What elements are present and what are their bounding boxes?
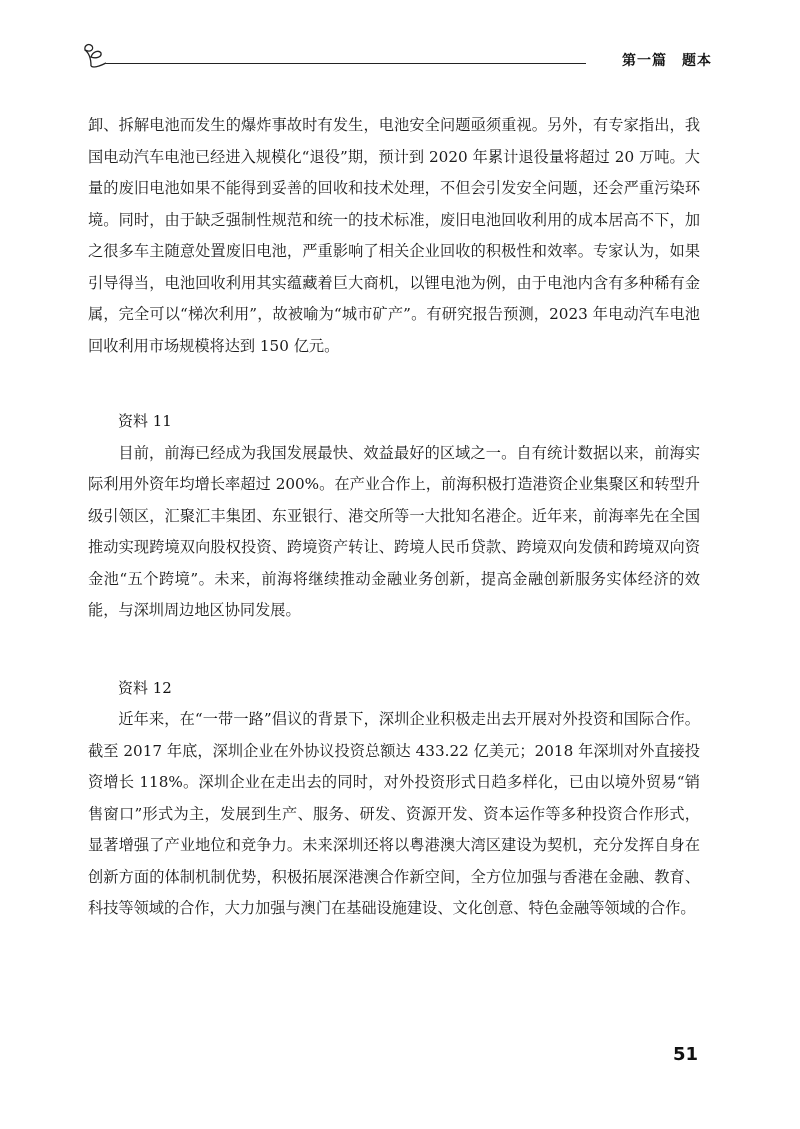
page-number: 51	[672, 1044, 698, 1065]
section-12-text: 近年来，在“一带一路”倡议的背景下，深圳企业积极走出去开展对外投资和国际合作。截至 2017 年底，深圳企业在外协议投资总额达 433.22 亿美元；2018 年深圳对外直接投资增长 118%。深圳企业在走出去的同时，对外投资形式日趋多样化，已由以境外贸易“销售窗口”形式为主，发展到生产、服务、研发、资源开发、资本运作等多种投资合作形式，显著增强了产业地位和竞争力。未来深圳还将以粤港澳大湾区建设为契机，充分发挥自身在创新方面的体制机制优势，积极拓展深港澳合作新空间，全方位加强与香港在金融、教育、科技等领域的合作，大力加强与澳门在基础设施建设、文化创意、特色金融等领域的合作。	[88, 710, 700, 917]
section-heading-11: 资料 11	[118, 412, 172, 430]
leaf-sprout-icon	[82, 42, 112, 70]
chapter-title: 第一篇 题本	[622, 53, 712, 69]
section-11-text: 目前，前海已经成为我国发展最快、效益最好的区域之一。自有统计数据以来，前海实际利用外资年均增长率超过 200%。在产业合作上，前海积极打造港资企业集聚区和转型升级引领区，汇聚汇丰集团、东亚银行、港交所等一大批知名港企。近年来，前海率先在全国推动实现跨境双向股权投资、跨境资产转让、跨境人民币贷款、跨境双向发债和跨境双向资金池“五个跨境”。未来，前海将继续推动金融业务创新，提高金融创新服务实体经济的效能，与深圳周边地区协同发展。	[88, 443, 700, 619]
page-header	[82, 42, 712, 72]
section-spacer	[88, 627, 700, 673]
section-heading-12: 资料 12	[118, 678, 172, 697]
main-content	[88, 110, 700, 925]
paragraph-continued: 卸、拆解电池而发生的爆炸事故时有发生，电池安全问题亟须重视。另外，有专家指出，我国电动汽车电池已经进入规模化“退役”期，预计到 2020 年累计退役量将超过 20 万吨。大量的废旧电池如果不能得到妥善的回收和技术处理，不但会引发安全问题，还会严重污染环境。同时，由于缺乏强制性规范和统一的技术标准，废旧电池回收利用的成本居高不下，加之很多车主随意处置废旧电池，严重影响了相关企业回收的积极性和效率。专家认为，如果引导得当，电池回收利用其实蕴藏着巨大商机，以锂电池为例，由于电池内含有多种稀有金属，完全可以“梯次利用”，故被喻为“城市矿产”。有研究报告预测，2023 年电动汽车电池回收利用市场规模将达到 150 亿元。	[88, 116, 700, 355]
header-divider	[106, 63, 586, 64]
section-spacer	[88, 362, 700, 406]
